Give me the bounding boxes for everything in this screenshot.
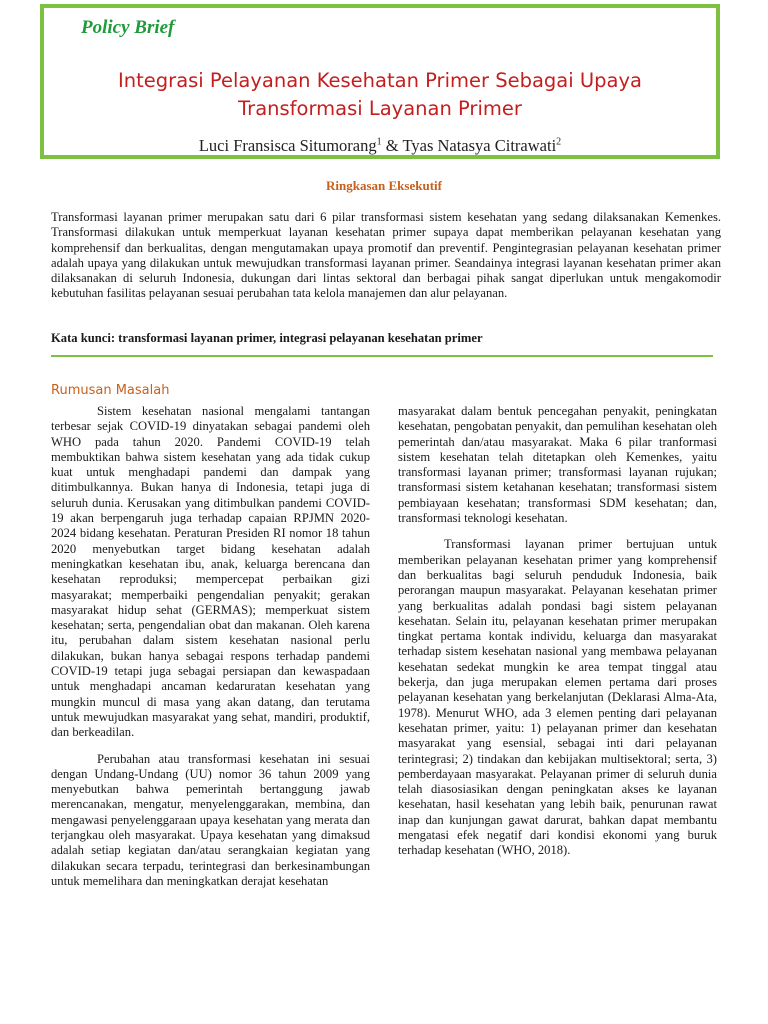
author-1-affiliation: 1 (376, 136, 382, 148)
keywords: Kata kunci: transformasi layanan primer, integrasi pelayanan kesehatan primer (51, 331, 483, 345)
policy-brief-label: Policy Brief (81, 17, 175, 38)
section-heading: Rumusan Masalah (51, 383, 170, 398)
right-paragraph-1: masyarakat dalam bentuk pencegahan penyakit, peningkatan kesehatan, pengobatan penyakit, dan pemulihan kesehatan oleh pemerintah dan/atau masyarakat. Maka 6 pilar tranformasi sistem kesehatan telah ditetapkan oleh Kemenkes, yaitu transformasi layanan primer; transformasi layanan rujukan; transformasi sistem ketahanan kesehatan; transformasi sistem pembiayaan kesehatan; transformasi SDM kesehatan; dan, transformasi teknologi kesehatan. (398, 404, 717, 526)
header-frame (40, 4, 720, 159)
title-line-1: Integrasi Pelayanan Kesehatan Primer Sebagai Upaya (118, 69, 642, 92)
author-2-affiliation: 2 (556, 136, 562, 148)
author-2: Tyas Natasya Citrawati (402, 136, 557, 155)
right-column (398, 404, 717, 870)
document-title (44, 67, 716, 123)
author-1: Luci Fransisca Situmorang (198, 136, 377, 155)
author-line (44, 136, 716, 156)
summary-text: Transformasi layanan primer merupakan satu dari 6 pilar transformasi sistem kesehatan yang sedang dilaksanakan Kemenkes. Transformasi dilakukan untuk memperkuat layanan kesehatan primer supaya dapat memberikan pelayanan kesehatan yang komprehensif dan berkualitas, dengan mengutamakan upaya promotif dan preventif. Pengintegrasian pelayanan kesehatan primer adalah upaya yang dilakukan untuk mewujudkan transformasi layanan primer. Seandainya integrasi layanan kesehatan primer akan dilaksanakan di seluruh Indonesia, dukungan dari lintas sektoral dan berbagai pihak sangat diperlukan untuk mengakomodir kebutuhan fasilitas pelayanan sesuai perubahan tata kelola manajemen dan alur pelayanan. (51, 210, 721, 301)
left-column (51, 404, 370, 900)
title-line-2: Transformasi Layanan Primer (238, 97, 522, 120)
left-paragraph-1: Sistem kesehatan nasional mengalami tantangan terbesar sejak COVID-19 dinyatakan sebagai pandemi oleh WHO pada tahun 2020. Pandemi COVID-19 telah membuktikan bahwa sistem kesehatan yang ada tidak cukup kuat untuk menghadapi pandemi dan dampak yang ditimbulkannya. Bukan hanya di Indonesia, tetapi juga di seluruh dunia. Kerusakan yang ditimbulkan pandemi COVID-19 akan berpengaruh juga terhadap capaian RPJMN 2020-2024 bidang kesehatan. Peraturan Presiden RI nomor 18 tahun 2020 menyebutkan target bidang kesehatan adalah meningkatkan kesehatan ibu, anak, keluarga berencana dan kesehatan reproduksi; mempercepat perbaikan gizi masyarakat; memperbaiki pengendalian penyakit; gerakan masyarakat hidup sehat (GERMAS); memperkuat sistem kesehatan; serta, pengendalian obat dan makanan. Oleh karena itu, perubahan dalam sistem kesehatan nasional perlu dilakukan, bukan hanya sebagai respons terhadap pandemi COVID-19 tetapi juga sebagai persiapan dan kewaspadaan untuk menghadapi ancaman kedaruratan kesehatan yang mungkin muncul di masa yang akan datang, dan terutama untuk mewujudkan masyarakat yang sehat, mandiri, produktif, dan berkeadilan. (51, 404, 370, 740)
author-connector: & (385, 136, 399, 155)
left-paragraph-2: Perubahan atau transformasi kesehatan ini sesuai dengan Undang-Undang (UU) nomor 36 tahun 2009 yang menyebutkan bahwa pemerintah bertanggung jawab merencanakan, mengatur, menyelenggarakan, membina, dan mengawasi penyelenggaraan upaya kesehatan yang merata dan terjangkau oleh masyarakat. Upaya kesehatan yang dimaksud adalah setiap kegiatan dan/atau serangkaian kegiatan yang dilakukan secara terpadu, terintegrasi dan berkesinambungan untuk memelihara dan meningkatkan derajat kesehatan (51, 751, 370, 888)
right-paragraph-2: Transformasi layanan primer bertujuan untuk memberikan pelayanan kesehatan primer yang komprehensif dan berkualitas bagi seluruh penduduk Indonesia, baik perorangan maupun masyarakat. Pelayanan kesehatan primer yang berkualitas adalah pondasi bagi sistem pelayanan kesehatan. Selain itu, pelayanan kesehatan primer merupakan tingkat pertama kontak individu, keluarga dan masyarakat terhadap sistem kesehatan nasional yang membawa pelayanan kesehatan sedekat mungkin ke area tempat tinggal atau bekerja, dan juga merupakan elemen pertama dari proses pelayanan kesehatan yang berkelanjutan (Deklarasi Alma-Ata, 1978). Menurut WHO, ada 3 elemen penting dari pelayanan kesehatan primer, yaitu: 1) pelayanan primer dan kesehatan masyarakat yang esensial, sebagai inti dari pelayanan terintegrasi; 2) tindakan dan kebijakan multisektoral; serta, 3) pemberdayaan masyarakat. Pelayanan primer di seluruh dunia telah diasosiasikan dengan peningkatan akses ke layanan kesehatan, hasil kesehatan yang lebih baik, penurunan rawat inap dan kunjungan gawat darurat, bahkan dapat membantu mengatasi efek negatif dari kondisi ekonomi yang buruk terhadap kesehatan (WHO, 2018). (398, 537, 717, 858)
summary-heading: Ringkasan Eksekutif (326, 178, 442, 193)
section-divider (51, 355, 713, 357)
